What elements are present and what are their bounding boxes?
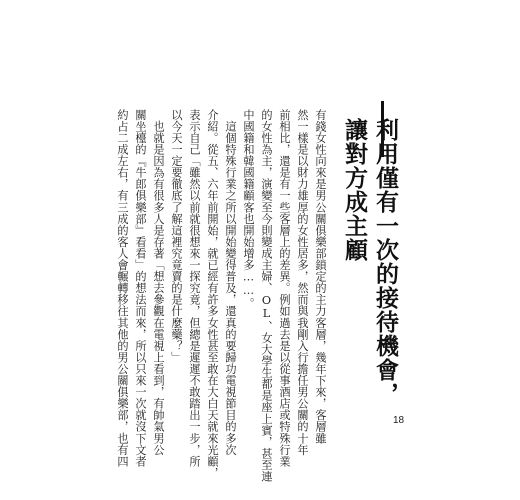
heading-line-2: 讓對方成主顧 <box>341 118 367 262</box>
body-column: 關坐檯的『牛郎俱樂部』看看」的想法而來，所以只來一次就沒下文者 <box>134 109 147 468</box>
body-column: 介紹。從五、六年前開始，就已經有許多女性甚至敢在大白天就來光顧， <box>206 109 219 479</box>
body-column: 約占二成左右，有三成的客人會輾轉移往其他的男公關俱樂部，也有四 <box>116 109 129 468</box>
body-column: 也就是因為有很多人是存著「想去參觀在電視上看到，有帥氣男公 <box>152 109 165 456</box>
page-number: 18 <box>393 415 405 426</box>
body-column: 表示自己「雖然以前就很想來一探究竟，但總是遲遲不敢踏出一步，所 <box>188 109 201 468</box>
body-column: 中國籍和韓國籍顧客也開始增多……。 <box>242 109 255 309</box>
body-column: 這個特殊行業之所以開始變得普及，還真的要歸功電視節目的多次 <box>224 109 237 456</box>
body-column: 前相比，還是有一些客層上的差異。例如過去是以從事酒店或特殊行業 <box>278 109 291 468</box>
body-column: 以今天一定要徹底了解這裡究竟賣的是什麼藥？」 <box>170 109 183 364</box>
body-column: 的女性為主，演變至今則變成主婦、OL、女大學生都是座上賓，甚至連 <box>260 109 273 483</box>
body-column: 然一樣是以財力雄厚的女性居多，然而與我剛入行擔任男公關的十年 <box>296 109 309 456</box>
heading-line-1: 利用僅有一次的接待機會， <box>372 118 398 406</box>
body-column: 有錢女性向來是男公關俱樂部鎖定的主力客層，幾年下來，客層雖 <box>314 109 327 444</box>
